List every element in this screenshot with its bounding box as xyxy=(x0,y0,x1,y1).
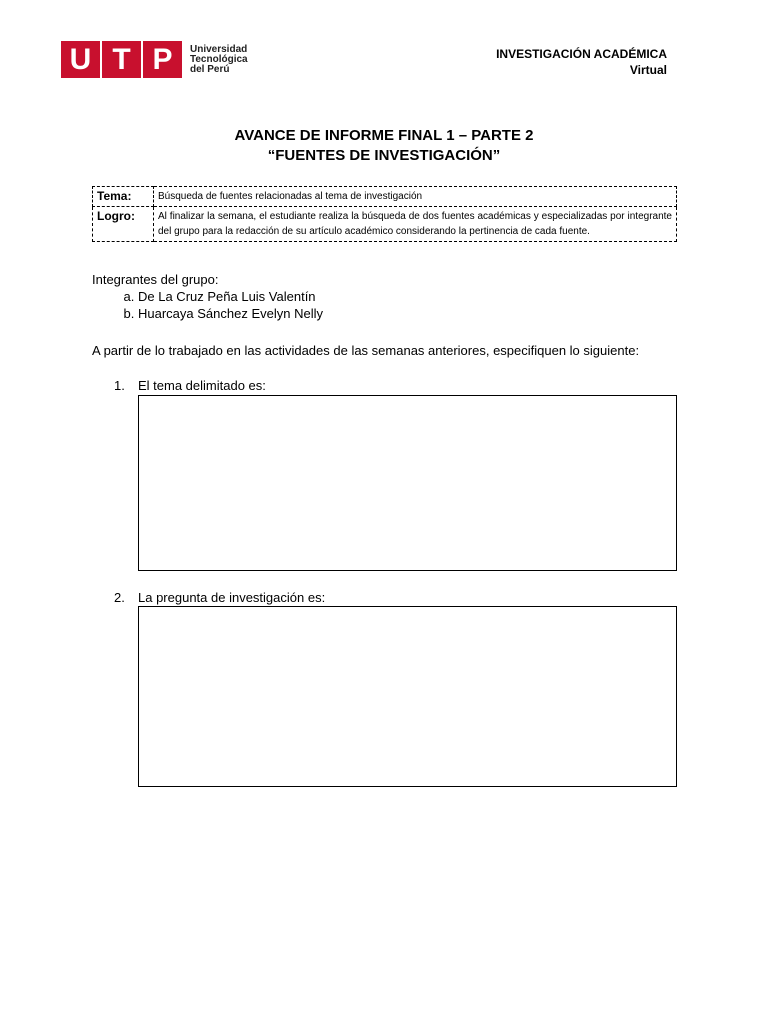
utp-logo xyxy=(61,41,248,78)
course-modality: Virtual xyxy=(629,63,667,77)
group-members xyxy=(92,271,323,322)
logro-row xyxy=(93,207,677,242)
logo-letter-t: T xyxy=(102,41,141,78)
info-table xyxy=(92,186,677,242)
tema-row xyxy=(93,187,677,207)
tema-value: Búsqueda de fuentes relacionadas al tema de investigación xyxy=(154,187,677,207)
members-heading: Integrantes del grupo: xyxy=(92,272,219,287)
document-title: AVANCE DE INFORME FINAL 1 – PARTE 2 “FUENTES DE INVESTIGACIÓN” xyxy=(234,127,534,164)
question-2-label: 2. La pregunta de investigación es: xyxy=(114,590,326,605)
question-1-label: 1. El tema delimitado es: xyxy=(114,378,266,393)
instruction-text: A partir de lo trabajado en las actividades de las semanas anteriores, especifiquen lo siguiente: xyxy=(92,343,640,358)
question-1-answer-box[interactable] xyxy=(138,395,677,571)
logo-letter-u: U xyxy=(61,41,100,78)
course-header xyxy=(496,46,667,78)
member-item: a. De La Cruz Peña Luis Valentín xyxy=(138,288,323,305)
logro-value: Al finalizar la semana, el estudiante realiza la búsqueda de dos fuentes académicas y especializadas por integrante del grupo para la redacción de su artículo académico considerando la pertinencia de cada fuente. xyxy=(154,207,677,242)
logo-letter-p: P xyxy=(143,41,182,78)
tema-label: Tema: xyxy=(93,187,154,207)
logro-label: Logro: xyxy=(93,207,154,242)
logo-text: Universidad Tecnológica del Perú xyxy=(190,43,248,75)
course-name: INVESTIGACIÓN ACADÉMICA xyxy=(496,47,667,61)
member-item: b. Huarcaya Sánchez Evelyn Nelly xyxy=(138,305,323,322)
question-2-answer-box[interactable] xyxy=(138,606,677,787)
